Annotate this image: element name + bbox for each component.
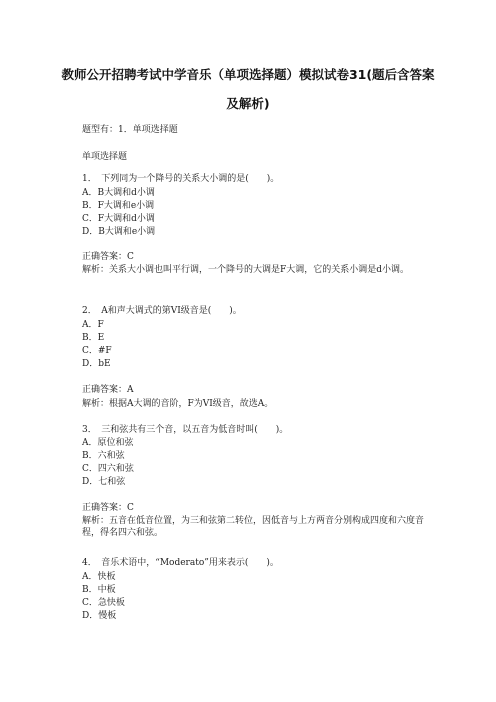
option-a: A．F: [82, 320, 104, 330]
option-d: D．bE: [82, 359, 111, 369]
option-b: B．E: [82, 333, 105, 343]
correct-answer: 正确答案：C: [82, 252, 134, 262]
option-d: D．七和弦: [82, 477, 126, 487]
option-c: C．#F: [82, 346, 112, 356]
question-type: 题型有：1．单项选择题: [82, 125, 178, 135]
option-b: B．中板: [82, 585, 116, 595]
explanation-text: 解析：五音在低音位置，为三和弦第二转位，因低音与上方两音分别构成四度和六度音程，得名四六和弦。: [82, 516, 425, 538]
option-c: C．F大调和d小调: [82, 214, 155, 224]
option-b: B．六和弦: [82, 451, 125, 461]
question-stem: 1． 下列同为一个降号的关系大小调的是( )。: [82, 174, 280, 184]
document-title-line2: 及解析): [226, 96, 270, 111]
option-d: D．B大调和e小调: [82, 227, 156, 237]
explanation-text: 解析：关系大小调也叫平行调，一个降号的大调是F大调，它的关系小调是d小调。: [82, 265, 410, 275]
correct-answer: 正确答案：C: [82, 503, 134, 513]
option-a: A．B大调和d小调: [82, 188, 155, 198]
option-c: C．四六和弦: [82, 464, 134, 474]
option-d: D．慢板: [82, 611, 117, 621]
section-heading: 单项选择题: [82, 152, 128, 162]
option-c: C．急快板: [82, 598, 125, 608]
question-stem: 2． A和声大调式的第VI级音是( )。: [82, 306, 242, 316]
question-stem: 3． 三和弦共有三个音，以五音为低音时叫( )。: [82, 425, 289, 435]
explanation: [64, 515, 424, 539]
document-title-line1: 教师公开招聘考试中学音乐（单项选择题）模拟试卷31(题后含答案: [61, 67, 435, 82]
option-a: A．原位和弦: [82, 438, 134, 448]
correct-answer: 正确答案：A: [82, 385, 134, 395]
explanation: 解析：根据A大调的音阶，F为VI级音，故选A。: [82, 399, 274, 409]
question-stem: 4． 音乐术语中，“Moderato”用来表示( )。: [82, 558, 279, 568]
explanation: [64, 264, 424, 276]
option-b: B．F大调和e小调: [82, 201, 155, 211]
option-a: A．快板: [82, 572, 116, 582]
